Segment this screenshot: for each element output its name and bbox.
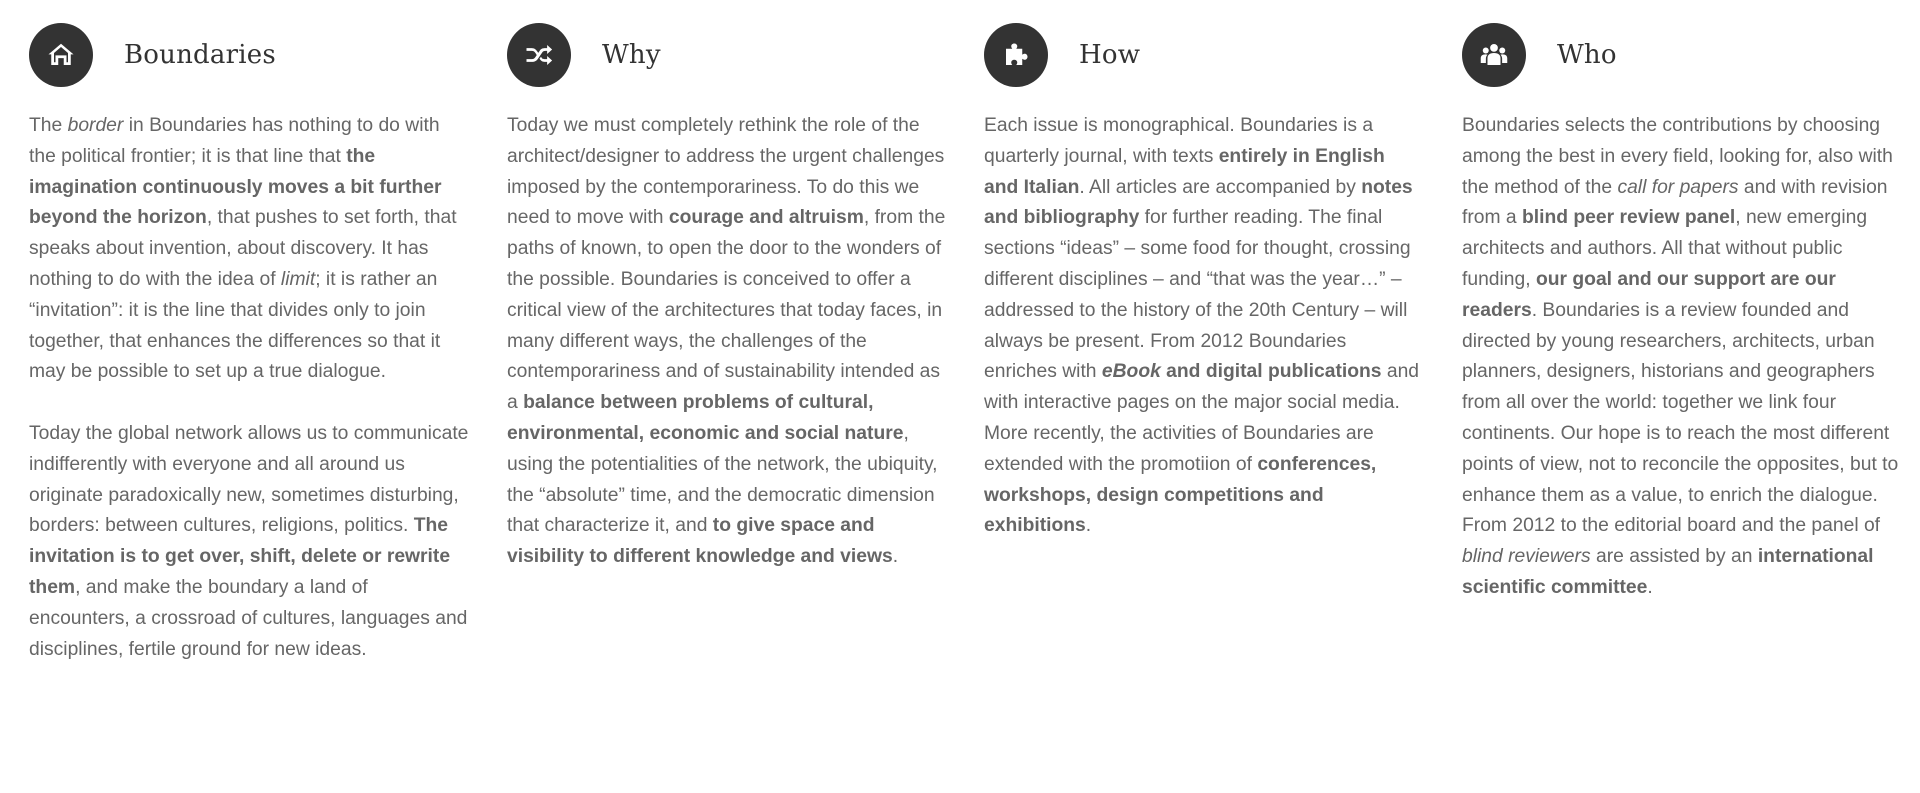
column-title: Why [602, 40, 661, 70]
column-body [507, 111, 947, 573]
column-paragraph [1462, 111, 1902, 604]
text-segment: . [1085, 515, 1092, 537]
column-title: Boundaries [124, 40, 276, 70]
group-icon [1462, 23, 1526, 87]
text-segment: entirely in English and Italian [984, 145, 1385, 198]
text-segment: . Boundaries is a review founded and directed by young researchers, architects, urban planners, designers, historians and geographers from all over the world: together we link four continents. Our hope is to reach the most different points of view, not to reconcile the opposites, but to enhance them as a value, to enrich the dialogue. From 2012 to the editorial board and the panel of [1462, 299, 1899, 537]
text-segment: The [29, 115, 68, 136]
text-segment: eBook [1101, 361, 1161, 383]
text-segment: , that pushes to set forth, that speaks about invention, about discovery. It has nothing to do with the idea of [29, 207, 457, 290]
text-segment: . [1647, 576, 1653, 598]
column-title: Who [1557, 40, 1617, 70]
column-who [1462, 23, 1902, 604]
text-segment: . All articles are accompanied by [1079, 176, 1362, 198]
text-segment: limit [280, 268, 316, 290]
text-segment: , from the paths of known, to open the door to the wonders of the possible. Boundaries is conceived to offer a critical view of the architectures that today faces, in many different ways, the challenges of the contemporariness and of sustainability intended as a [507, 207, 946, 414]
text-segment: , and make the boundary a land of encounters, a crossroad of cultures, languages and disciplines, fertile ground for new ideas. [29, 576, 468, 660]
text-segment: courage and altruism [668, 207, 864, 229]
column-body [1462, 111, 1902, 604]
text-segment: in Boundaries has nothing to do with the political frontier; it is that line that [29, 115, 440, 167]
text-segment: are assisted by an [1590, 546, 1758, 568]
text-segment: call for papers [1617, 176, 1739, 198]
text-segment: and with interactive pages on the major social media. More recently, the activities of Boundaries are extended with the promotiion of [984, 361, 1420, 475]
text-segment: Boundaries selects the contributions by choosing among the best in every field, looking for, also with the method of the [1462, 115, 1893, 198]
text-segment: blind reviewers [1462, 546, 1591, 568]
text-segment: . [892, 546, 899, 568]
text-segment: and with revision from a [1462, 176, 1888, 229]
text-segment: Today we must completely rethink the role of the architect/designer to address the urgent challenges imposed by the contemporariness. To do this we need to move with [507, 115, 945, 229]
home-icon [29, 23, 93, 87]
text-segment: Each issue is monographical. Boundaries is a quarterly journal, with texts [984, 115, 1374, 167]
text-segment: Today the global network allows us to communicate indifferently with everyone and all around us originate paradoxically new, sometimes disturbing, borders: between cultures, religions, politics. [29, 422, 469, 537]
text-segment: for further reading. The final sections “ideas” – some food for thought, crossing different disciplines – and “that was the year…” – addressed to the history of the 20th Century – will always be present. From 2012 Boundaries enriches with [984, 207, 1411, 383]
text-segment: balance between problems of cultural, environmental, economic and social nature [507, 392, 904, 444]
column-paragraph [984, 111, 1424, 542]
column-paragraph [29, 111, 469, 388]
column-boundaries [29, 23, 469, 665]
puzzle-icon [984, 23, 1048, 87]
text-segment: , using the potentialities of the network, the ubiquity, the “absolute” time, and the democratic dimension that characterize it, and [507, 422, 938, 537]
text-segment: our goal and our support are our readers [1462, 268, 1836, 321]
text-segment: and digital publications [1160, 361, 1382, 383]
text-segment: notes and bibliography [984, 176, 1413, 229]
text-segment: border [67, 115, 124, 136]
column-how [984, 23, 1424, 542]
text-segment: international scientific committee [1462, 546, 1874, 598]
text-segment: The invitation is to get over, shift, delete or rewrite them [29, 515, 451, 598]
column-header [984, 23, 1424, 87]
text-segment: the imagination continuously moves a bit further beyond the horizon [29, 145, 442, 229]
text-segment: ; it is rather an “invitation”: it is the line that divides only to join together, that enhances the differences so that it may be possible to set up a true dialogue. [29, 268, 441, 383]
column-title: How [1079, 40, 1141, 70]
text-segment: to give space and visibility to different knowledge and views [507, 515, 893, 568]
column-paragraph [29, 419, 469, 665]
column-header [29, 23, 469, 87]
column-header [1462, 23, 1902, 87]
text-segment: blind peer review panel [1522, 207, 1736, 229]
column-body [29, 111, 469, 665]
column-body [984, 111, 1424, 542]
column-header [507, 23, 947, 87]
text-segment: , new emerging architects and authors. All that without public funding, [1462, 207, 1868, 290]
column-paragraph [507, 111, 947, 573]
column-why [507, 23, 947, 573]
shuffle-icon [507, 23, 571, 87]
text-segment: conferences, workshops, design competitions and exhibitions [984, 453, 1377, 537]
